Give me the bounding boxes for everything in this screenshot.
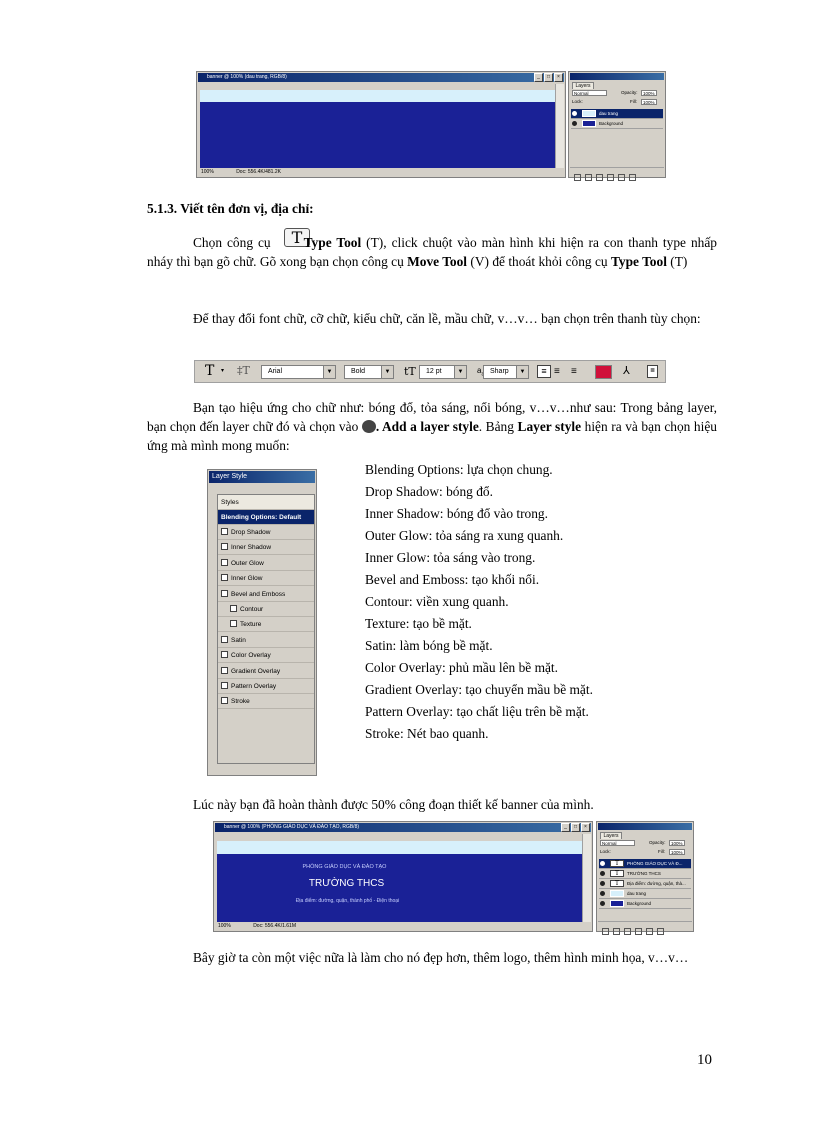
paragraph-options: Để thay đổi font chữ, cỡ chữ, kiểu chữ, căn lề, mầu chữ, v…v… bạn chọn trên thanh tùy chọn: (193, 311, 701, 326)
window-controls (561, 823, 590, 832)
style-option-label: Texture (240, 621, 262, 629)
close-icon[interactable]: × (554, 73, 563, 82)
eye-icon[interactable] (572, 111, 577, 116)
text-layer-thumbnail: T (610, 860, 624, 867)
document-window-top (196, 71, 566, 178)
layer-row[interactable] (599, 859, 691, 869)
layer-thumbnail (582, 120, 596, 127)
layers-panel-title (598, 823, 692, 830)
type-tool-icon[interactable]: T (205, 363, 215, 379)
checkbox-icon[interactable] (221, 682, 228, 689)
effect-description: Outer Glow: tỏa sáng ra xung quanh. (365, 528, 564, 543)
blend-mode-select[interactable]: Normal (600, 840, 635, 846)
chevron-down-icon[interactable]: ▼ (454, 366, 466, 378)
style-option-label: Inner Glow (231, 575, 263, 583)
type-options-bar (194, 360, 666, 383)
chevron-down-icon[interactable]: ▼ (323, 366, 335, 378)
palettes-icon[interactable]: ≣ (647, 365, 658, 378)
mask-icon[interactable] (596, 174, 603, 181)
layer-name: PHÒNG GIÁO DỤC VÀ Đ... (627, 861, 683, 866)
layer-thumbnail (610, 890, 624, 897)
style-option-inner-glow[interactable] (218, 571, 314, 586)
style-option-satin[interactable] (218, 633, 314, 648)
window-title: banner @ 100% (dau trang, RGB/8) (198, 73, 564, 82)
eye-icon[interactable] (572, 121, 577, 126)
layer-row[interactable] (599, 899, 691, 909)
style-option-inner-shadow[interactable] (218, 540, 314, 555)
checkbox-icon[interactable] (230, 620, 237, 627)
banner-line-3: Địa điểm: đường, quận, thành phố - Điện thoại (295, 898, 400, 904)
banner-canvas (217, 854, 582, 922)
checkbox-icon[interactable] (230, 605, 237, 612)
trash-icon[interactable] (629, 174, 636, 181)
align-left-icon[interactable]: ≡ (537, 365, 551, 378)
section-heading: 5.1.3. Viết tên đơn vị, địa chỉ: (147, 201, 314, 216)
text-layer-thumbnail: T (610, 880, 624, 887)
style-option-label: Satin (231, 636, 246, 644)
new-layer-icon[interactable] (618, 174, 625, 181)
add-style-icon[interactable] (613, 928, 620, 935)
checkbox-icon[interactable] (221, 528, 228, 535)
font-size-icon: tT (404, 365, 416, 378)
style-option-color-overlay[interactable] (218, 648, 314, 663)
zoom-readout[interactable]: 100% (218, 923, 231, 929)
effect-description: Stroke: Nét bao quanh. (365, 726, 489, 741)
zoom-readout[interactable]: 100% (201, 169, 214, 175)
checkbox-icon[interactable] (221, 543, 228, 550)
antialias-select[interactable]: Sharp ▼ (483, 365, 529, 379)
minimize-icon[interactable]: _ (534, 73, 543, 82)
layer-row[interactable] (599, 889, 691, 899)
style-option-label: Pattern Overlay (231, 683, 277, 690)
banner-line-1: PHÒNG GIÁO DỤC VÀ ĐÀO TẠO (302, 864, 387, 870)
style-option-label: Stroke (231, 698, 250, 706)
doc-size: Doc: 556.4K/1.61M (253, 923, 296, 929)
effect-description: Inner Shadow: bóng đổ vào trong. (365, 506, 548, 521)
blending-options-item[interactable]: Blending Options: Default (218, 510, 314, 525)
eye-icon[interactable] (600, 871, 605, 876)
fill-label: Fill: (658, 849, 665, 854)
effect-description: Drop Shadow: bóng đổ. (365, 484, 493, 499)
canvas-blue-area (200, 102, 555, 168)
style-option-gradient-overlay[interactable] (218, 664, 314, 679)
layer-name: Background (627, 901, 652, 906)
dialog-title: Layer Style (209, 471, 315, 483)
style-option-label: Drop Shadow (231, 529, 271, 536)
document-window-bottom (213, 821, 593, 932)
font-size-select[interactable]: 12 pt ▼ (419, 365, 467, 379)
status-bar (215, 922, 591, 930)
layer-style-name: Layer style (517, 419, 582, 434)
layer-thumbnail (610, 900, 624, 907)
canvas-header-strip (200, 90, 555, 102)
effect-description: Pattern Overlay: tạo chất liệu trên bề mặt. (365, 704, 589, 719)
styles-header[interactable]: Styles (218, 495, 314, 510)
layer-style-dialog (207, 469, 317, 776)
layer-name: Địa điểm: đường, quận, thà... (627, 881, 686, 886)
effect-description: Satin: làm bóng bề mặt. (365, 638, 493, 653)
opacity-field[interactable]: 100% (641, 90, 657, 96)
style-option-label: Gradient Overlay (231, 667, 281, 675)
eye-icon[interactable] (600, 861, 605, 866)
align-center-icon[interactable]: ≡ (554, 366, 560, 377)
text-color-swatch[interactable] (595, 365, 612, 379)
style-option-label: Contour (240, 606, 264, 613)
canvas-header-strip (217, 841, 582, 854)
layers-panel-bottom (596, 821, 694, 932)
layer-row[interactable] (599, 879, 691, 889)
link-icon[interactable] (574, 174, 581, 181)
opacity-label: Opacity: (621, 90, 638, 95)
layer-row[interactable] (599, 869, 691, 879)
fill-field[interactable]: 100% (669, 849, 685, 855)
checkbox-icon[interactable] (221, 559, 228, 566)
effect-description: Contour: viền xung quanh. (365, 594, 509, 609)
page-number: 10 (697, 1052, 712, 1068)
vertical-scrollbar[interactable] (582, 834, 591, 923)
lock-label: Lock: (600, 849, 611, 854)
add-style-icon[interactable] (585, 174, 592, 181)
window-title: banner @ 100% (PHÒNG GIÁO DỤC VÀ ĐÀO TẠO, RGB/8) (215, 823, 591, 832)
tab-layers[interactable]: Layers (572, 82, 594, 89)
layers-toolbar (570, 167, 664, 176)
antialias-icon: a (477, 366, 482, 375)
minimize-icon[interactable]: _ (561, 823, 570, 832)
style-option-drop-shadow[interactable] (218, 525, 314, 540)
new-layer-icon[interactable] (646, 928, 653, 935)
window-controls (534, 73, 563, 82)
eye-icon[interactable] (600, 881, 605, 886)
fill-field[interactable]: 100% (641, 99, 657, 105)
type-tool-name: Type Tool (303, 235, 362, 250)
layer-name: dau trang (627, 891, 647, 896)
maximize-icon[interactable]: □ (571, 823, 580, 832)
status-bar (198, 168, 564, 176)
type-tool-icon: T (284, 228, 310, 247)
style-option-label: Inner Shadow (231, 544, 272, 552)
effect-description: Inner Glow: tỏa sáng vào trong. (365, 550, 536, 565)
chevron-down-icon[interactable]: ▼ (381, 366, 393, 378)
style-option-texture[interactable] (218, 617, 314, 632)
chevron-down-icon[interactable]: ▼ (516, 366, 528, 378)
banner-line-2: TRƯỜNG THCS (308, 878, 385, 889)
opacity-label: Opacity: (649, 840, 666, 845)
add-style-icon (362, 420, 376, 433)
layer-row[interactable] (571, 109, 663, 119)
layer-name: TRƯỜNG THCS (627, 871, 661, 876)
checkbox-icon[interactable] (221, 636, 228, 643)
layer-thumbnail (582, 110, 596, 117)
layers-panel-top (568, 71, 666, 178)
checkbox-icon[interactable] (221, 667, 228, 674)
blend-mode-select[interactable]: Normal (572, 90, 607, 96)
style-option-label: Outer Glow (231, 559, 264, 567)
doc-size: Doc: 556.4K/481.2K (236, 169, 281, 175)
checkbox-icon[interactable] (221, 574, 228, 581)
checkbox-icon[interactable] (221, 697, 228, 704)
checkbox-icon[interactable] (221, 590, 228, 597)
warp-text-icon[interactable]: ⅄ (623, 365, 630, 377)
style-option-pattern-overlay[interactable] (218, 679, 314, 694)
effect-description: Gradient Overlay: tạo chuyển mầu bề mặt. (365, 682, 593, 697)
new-set-icon[interactable] (607, 174, 614, 181)
maximize-icon[interactable]: □ (544, 73, 553, 82)
effect-description: Color Overlay: phủ mầu lên bề mặt. (365, 660, 559, 675)
move-tool-name: Move Tool (407, 254, 468, 269)
mask-icon[interactable] (624, 928, 631, 935)
text-layer-thumbnail: T (610, 870, 624, 877)
paragraph-type-tool: Chọn công cụ Type Tool (T), click chuột vào màn hình khi hiện ra con thanh type nhấp nháy thì bạn gõ chữ. Gõ xong bạn chọn công cụ Move Tool (V) để thoát khỏi công cụ Type Tool (T) (147, 235, 717, 269)
layers-toolbar (598, 921, 692, 930)
styles-list (217, 494, 315, 764)
effect-description: Bevel and Emboss: tạo khối nổi. (365, 572, 540, 587)
close-icon[interactable]: × (581, 823, 590, 832)
style-option-stroke[interactable] (218, 694, 314, 709)
checkbox-icon[interactable] (221, 651, 228, 658)
paragraph-layer-style: Bạn tạo hiệu ứng cho chữ như: bóng đổ, tỏa sáng, nổi bóng, v…v…như sau: Trong bảng layer, bạn chọn đến layer chữ đó và chọn vào . Add a layer style. Bảng Layer style hiện ra và bạn chọn hiệu ứng mà mình mong muốn: (147, 400, 717, 453)
eye-icon[interactable] (600, 891, 605, 896)
eye-icon[interactable] (600, 901, 605, 906)
fill-label: Fill: (630, 99, 637, 104)
effect-description: Blending Options: lựa chọn chung. (365, 462, 553, 477)
font-family-select[interactable]: Arial ▼ (261, 365, 336, 379)
style-option-contour[interactable] (218, 602, 314, 617)
paragraph-next-steps: Bây giờ ta còn một việc nữa là làm cho nó đẹp hơn, thêm logo, thêm hình minh họa, v…v… (193, 950, 689, 965)
align-right-icon[interactable]: ≡ (571, 366, 577, 377)
vertical-scrollbar[interactable] (555, 84, 564, 169)
orientation-icon[interactable]: ‡T (237, 364, 250, 377)
style-option-label: Bevel and Emboss (231, 590, 286, 598)
layer-name: Background (599, 121, 624, 126)
style-option-bevel-and-emboss[interactable] (218, 587, 314, 602)
opacity-field[interactable]: 100% (669, 840, 685, 846)
tab-layers[interactable]: Layers (600, 832, 622, 839)
chevron-down-icon[interactable]: ▾ (221, 368, 225, 374)
layer-row[interactable] (571, 119, 663, 129)
trash-icon[interactable] (657, 928, 664, 935)
effect-description: Texture: tạo bề mặt. (365, 616, 472, 631)
layer-name: dau trang (599, 111, 619, 116)
layers-panel-title (570, 73, 664, 80)
new-set-icon[interactable] (635, 928, 642, 935)
style-option-outer-glow[interactable] (218, 556, 314, 571)
lock-label: Lock: (572, 99, 583, 104)
style-option-label: Color Overlay (231, 652, 271, 660)
paragraph-progress: Lúc này bạn đã hoàn thành được 50% công đoạn thiết kế banner của mình. (193, 797, 594, 812)
font-style-select[interactable]: Bold ▼ (344, 365, 394, 379)
link-icon[interactable] (602, 928, 609, 935)
